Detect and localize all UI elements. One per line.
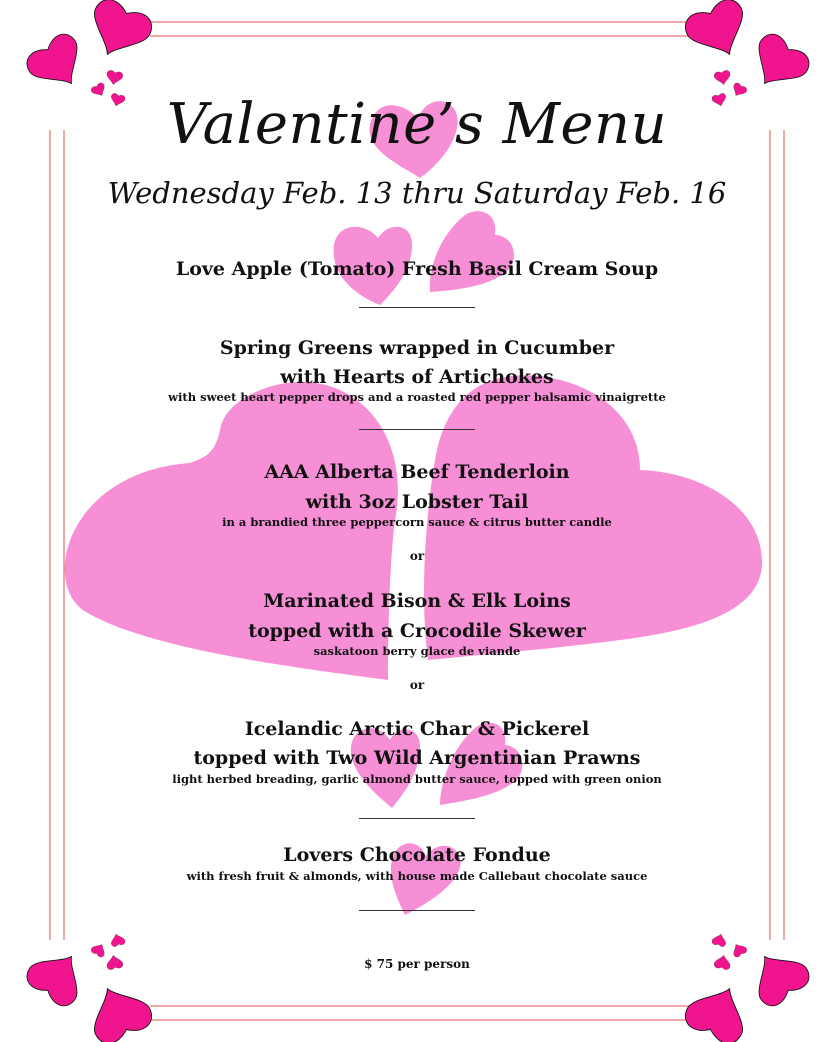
entree3-dish-line2: topped with Two Wild Argentinian Prawns (193, 747, 641, 769)
entree2-dish-line2: topped with a Crocodile Skewer (248, 620, 586, 642)
menu-dates: Wednesday Feb. 13 thru Saturday Feb. 16 (107, 176, 727, 210)
or-separator: or (409, 549, 425, 563)
menu-title: Valentine’s Menu (166, 92, 668, 157)
dessert-dish: Lovers Chocolate Fondue (283, 844, 551, 866)
entree3-dish-line1: Icelandic Arctic Char & Pickerel (244, 718, 590, 740)
divider (359, 910, 475, 911)
entree3-description: light herbed breading, garlic almond butter sauce, topped with green onion (172, 772, 662, 786)
divider (359, 307, 475, 308)
divider (359, 818, 475, 819)
entree1-dish-line1: AAA Alberta Beef Tenderloin (264, 461, 570, 483)
price-text: $ 75 per person (364, 957, 470, 971)
entree1-dish-line2: with 3oz Lobster Tail (305, 491, 529, 513)
salad-dish-line1: Spring Greens wrapped in Cucumber (219, 337, 615, 359)
or-separator: or (409, 678, 425, 692)
corner-hearts-bottom-right (681, 932, 814, 1042)
salad-description: with sweet heart pepper drops and a roasted red pepper balsamic vinaigrette (168, 390, 666, 404)
entree1-description: in a brandied three peppercorn sauce & citrus butter candle (222, 515, 612, 529)
salad-dish-line2: with Hearts of Artichokes (280, 366, 554, 388)
corner-hearts-bottom-left (22, 932, 156, 1042)
divider (359, 429, 475, 430)
entree2-description: saskatoon berry glace de viande (313, 644, 521, 658)
soup-dish: Love Apple (Tomato) Fresh Basil Cream Soup (175, 258, 659, 280)
entree2-dish-line1: Marinated Bison & Elk Loins (263, 590, 571, 612)
dessert-description: with fresh fruit & almonds, with house made Callebaut chocolate sauce (186, 869, 648, 883)
